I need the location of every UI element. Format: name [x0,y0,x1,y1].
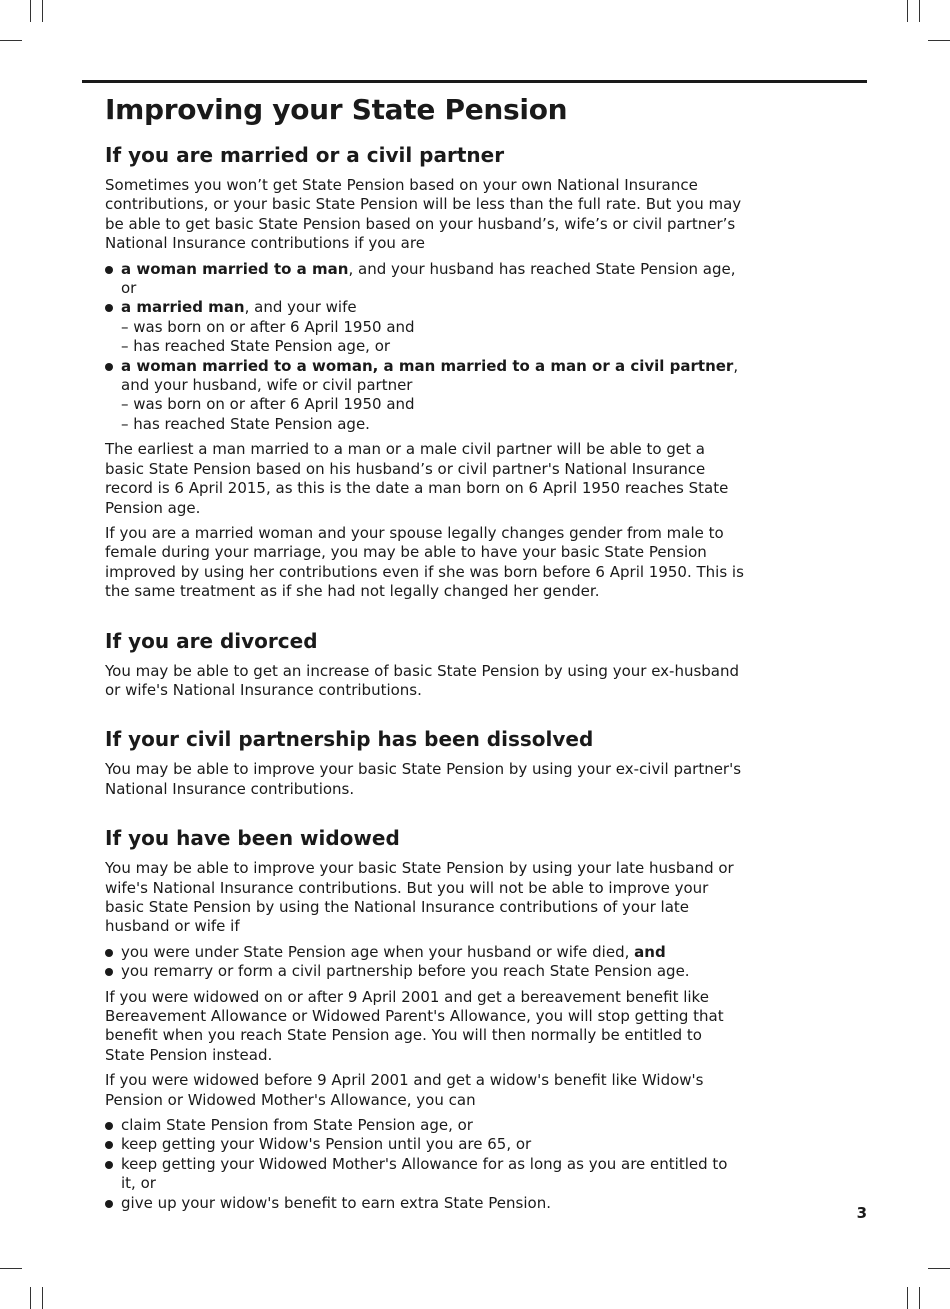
paragraph: If you were widowed on or after 9 April 2001 and get a bereavement benefit like Bereavement Allowance or Widowed Parent's Allowance, you will stop getting that benefit when you reach State Pension age. You will then normally be entitled to State Pension instead. [105,987,724,1064]
paragraph: The earliest a man married to a man or a male civil partner will be able to get a basic State Pension based on his husband’s or civil partner's National Insurance record is 6 April 2015, as this is the date a man born on 6 April 1950 reaches State Pension age. [105,440,729,517]
crop-mark [0,1268,22,1269]
section-heading: If you have been widowed [105,826,400,851]
list-item: keep getting your Widowed Mother's Allowance for as long as you are entitled to it, or [105,1155,745,1194]
paragraph: You may be able to get an increase of basic State Pension by using your ex-husband or wife's National Insurance contributions. [105,661,740,699]
crop-mark [30,0,31,22]
crop-mark [928,40,950,41]
list-item: claim State Pension from State Pension age, or [105,1116,745,1135]
section-heading: If you are divorced [105,628,318,653]
page-content [105,92,745,1219]
section-married [105,142,745,602]
list-item: you were under State Pension age when your husband or wife died, and [105,943,745,962]
crop-mark [919,0,920,22]
paragraph: Sometimes you won’t get State Pension based on your own National Insurance contributions, or your basic State Pension will be less than the full rate. But you may be able to get basic State Pension based on your husband’s, wife’s or civil partner’s National Insurance contributions if you are [105,176,742,253]
paragraph: If you were widowed before 9 April 2001 and get a widow's benefit like Widow's Pension or Widowed Mother's Allowance, you can [105,1071,704,1109]
bullet-list [105,260,745,435]
crop-mark [42,0,43,22]
sub-item: – was born on or after 6 April 1950 and [121,317,415,336]
section-dissolved [105,726,745,799]
sub-item: – was born on or after 6 April 1950 and [121,395,415,414]
crop-mark [919,1287,920,1309]
list-item: keep getting your Widow's Pension until you are 65, or [105,1135,745,1154]
paragraph: You may be able to improve your basic State Pension by using your late husband or wife's National Insurance contributions. But you will not be able to improve your basic State Pension by using the National Insurance contributions of your late husband or wife if [105,859,734,936]
section-heading: If you are married or a civil partner [105,143,505,167]
paragraph: You may be able to improve your basic State Pension by using your ex-civil partner's National Insurance contributions. [105,760,742,798]
bullet-list [105,1116,745,1213]
crop-mark [0,40,22,41]
section-heading: If your civil partnership has been dissolved [105,727,594,752]
page-title: Improving your State Pension [105,93,568,126]
bullet-list [105,943,745,982]
section-divorced [105,628,745,701]
paragraph: If you are a married woman and your spouse legally changes gender from male to female during your marriage, you may be able to have your basic State Pension improved by using her contributions even if she was born before 6 April 1950. This is the same treatment as if she had not legally changed her gender. [105,523,744,601]
list-item: a woman married to a woman, a man married to a man or a civil partner, and your husband, wife or civil partner – was born on or after 6 April 1950 and – has reached State Pension age. [105,357,745,435]
crop-mark [42,1287,43,1309]
sub-item: – has reached State Pension age, or [121,337,391,356]
list-item: a married man, and your wife – was born on or after 6 April 1950 and – has reached State Pension age, or [105,298,745,356]
list-item: you remarry or form a civil partnership before you reach State Pension age. [105,962,745,981]
page-number: 3 [856,1204,867,1222]
crop-mark [30,1287,31,1309]
section-widowed [105,825,745,1213]
sub-item: – has reached State Pension age. [121,414,370,433]
crop-mark [928,1268,950,1269]
crop-mark [907,0,908,22]
top-rule [82,80,867,83]
crop-mark [907,1287,908,1309]
list-item: give up your widow's benefit to earn extra State Pension. [105,1194,745,1213]
list-item: a woman married to a man, and your husband has reached State Pension age, or [105,260,745,299]
